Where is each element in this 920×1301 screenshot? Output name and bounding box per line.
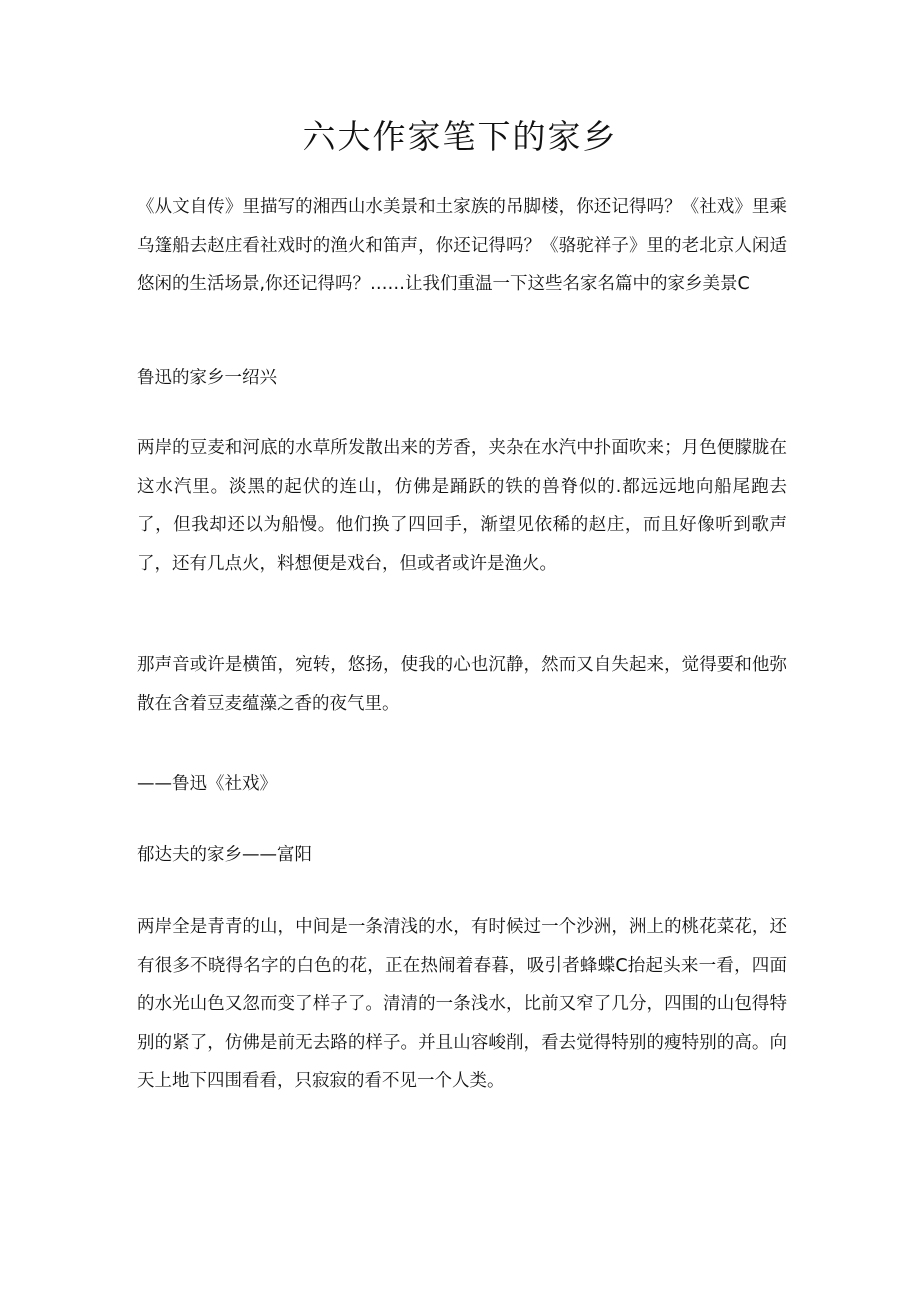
- luxun-source: ——鲁迅《社戏》: [137, 774, 277, 794]
- luxun-paragraph-1: 两岸的豆麦和河底的水草所发散出来的芳香，夹杂在水汽中扑面吹来；月色便朦胧在这水汽里。淡黑的起伏的连山，仿佛是踊跃的铁的兽脊似的.都远远地向船尾跑去了，但我却还以为船慢。他们换了四回手，渐望见依稀的赵庄，而且好像听到歌声了，还有几点火，料想便是戏台，但或者或许是渔火。: [137, 438, 787, 574]
- page-title: 六大作家笔下的家乡: [302, 117, 618, 156]
- section-heading-luxun: 鲁迅的家乡一绍兴: [137, 368, 277, 388]
- section-heading-yudafu: 郁达夫的家乡——富阳: [137, 845, 312, 865]
- yudafu-paragraph-1: 两岸全是青青的山，中间是一条清浅的水，有时候过一个沙洲，洲上的桃花菜花，还有很多不晓得名字的白色的花，正在热闹着春暮，吸引者蜂蝶C抬起头来一看，四面的水光山色又忽而变了样子了。清清的一条浅水，比前又窄了几分，四围的山包得特别的紧了，仿佛是前无去路的样子。并且山容峻削，看去觉得特别的瘦特别的高。向天上地下四围看看，只寂寂的看不见一个人类。: [137, 917, 787, 1091]
- luxun-paragraph-2: 那声音或许是横笛，宛转，悠扬，使我的心也沉静，然而又自失起来，觉得要和他弥散在含着豆麦蕴藻之香的夜气里。: [137, 655, 787, 714]
- intro-paragraph: 《从文自传》里描写的湘西山水美景和土家族的吊脚楼，你还记得吗？《社戏》里乘乌篷船去赵庄看社戏时的渔火和笛声，你还记得吗？《骆驼祥子》里的老北京人闲适悠闲的生活场景,你还记得吗？……让我们重温一下这些名家名篇中的家乡美景C: [137, 197, 787, 294]
